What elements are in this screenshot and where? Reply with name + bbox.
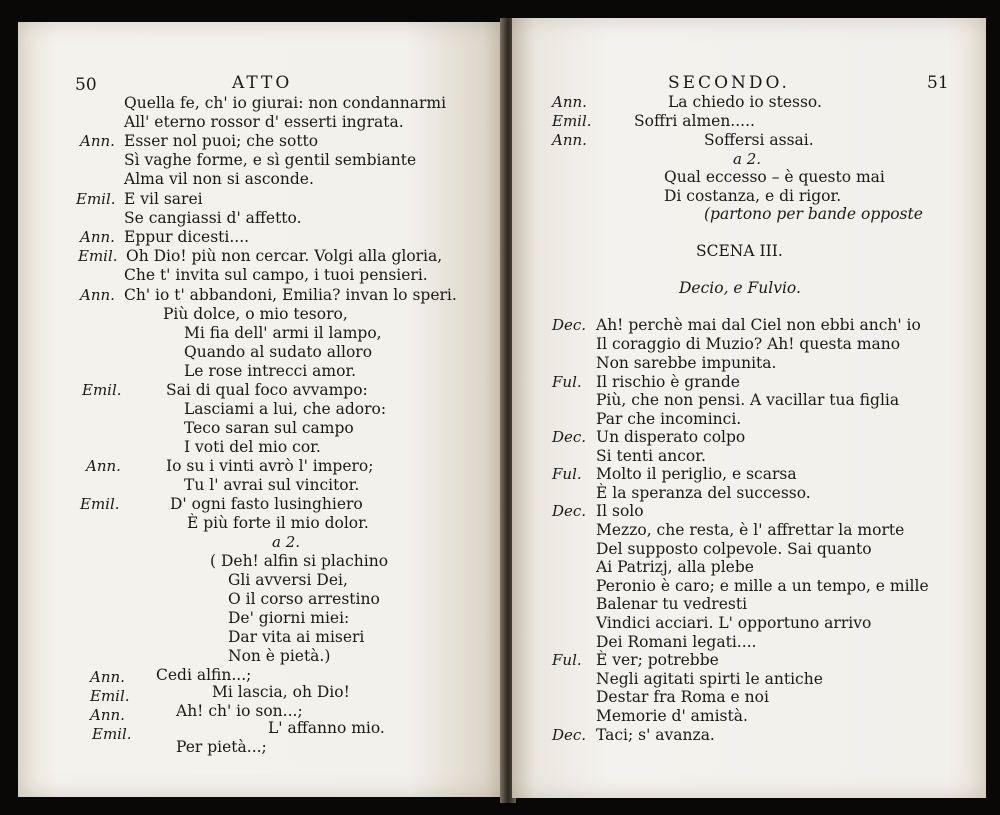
verse-line: Peronio è caro; e mille a un tempo, e mille xyxy=(596,577,929,595)
verse-line: I voti del mio cor. xyxy=(184,438,321,456)
speaker-label: Ann. xyxy=(552,93,587,111)
speaker-label: Emil. xyxy=(76,190,116,208)
verse-line: Teco saran sul campo xyxy=(184,419,354,437)
verse-line: Sai di qual foco avvampo: xyxy=(166,381,368,399)
verse-line: Del supposto colpevole. Sai quanto xyxy=(596,540,872,558)
speaker-label: Emil. xyxy=(90,687,130,705)
verse-line: Che t' invita sul campo, i tuoi pensieri. xyxy=(124,266,428,284)
a-due-marker: a 2. xyxy=(272,533,301,551)
speaker-label: Dec. xyxy=(552,316,587,334)
verse-line: Molto il periglio, e scarsa xyxy=(596,465,797,483)
verse-line: Di costanza, e di rigor. xyxy=(664,187,842,205)
verse-line: Più dolce, o mio tesoro, xyxy=(163,305,348,323)
verse-line: Cedi alfin...; xyxy=(156,666,252,684)
verse-line: Soffri almen..... xyxy=(634,112,755,130)
verse-line: De' giorni miei: xyxy=(228,609,350,627)
verse-line: Sì vaghe forme, e sì gentil sembiante xyxy=(124,151,417,169)
verse-line: Alma vil non si asconde. xyxy=(124,170,314,188)
speaker-label: Ann. xyxy=(80,228,115,246)
verse-line: Ah! ch' io son...; xyxy=(176,702,303,720)
verse-line: Eppur dicesti.... xyxy=(124,228,250,246)
verse-line: Un disperato colpo xyxy=(596,428,746,446)
verse-line: Dar vita ai miseri xyxy=(228,628,365,646)
verse-line: Mezzo, che resta, è l' affrettar la morte xyxy=(596,521,905,539)
verse-line: E vil sarei xyxy=(124,190,203,208)
verse-line: L' affanno mio. xyxy=(268,719,385,737)
verse-line: Memorie d' amistà. xyxy=(596,707,748,725)
verse-line: Più, che non pensi. A vacillar tua figlia xyxy=(596,391,900,409)
speaker-label: Ann. xyxy=(90,706,125,724)
verse-line: Vindici acciari. L' opportuno arrivo xyxy=(596,614,872,632)
running-header: ATTO xyxy=(232,73,293,93)
running-header: SECONDO. xyxy=(668,73,790,93)
verse-line: Negli agitati spirti le antiche xyxy=(596,670,823,688)
verse-line: Quando al sudato alloro xyxy=(184,343,373,361)
speaker-label: Ful. xyxy=(552,651,582,669)
verse-line: Il solo xyxy=(596,502,644,520)
speaker-label: Emil. xyxy=(78,247,118,265)
verse-line: Dei Romani legati.... xyxy=(596,633,757,651)
verse-line: Gli avversi Dei, xyxy=(228,571,348,589)
speaker-label: Ann. xyxy=(80,286,115,304)
verse-line: Par che incominci. xyxy=(596,410,742,428)
verse-line: Non sarebbe impunita. xyxy=(596,354,777,372)
verse-line: Qual eccesso – è questo mai xyxy=(664,168,885,186)
speaker-label: Emil. xyxy=(82,381,122,399)
verse-line: Mi fia dell' armi il lampo, xyxy=(184,324,382,342)
verse-line: Quella fe, ch' io giurai: non condannarmi xyxy=(124,94,447,112)
verse-line: Per pietà...; xyxy=(176,738,267,756)
speaker-label: Emil. xyxy=(552,112,592,130)
scene-heading: SCENA III. xyxy=(696,242,783,260)
verse-line: Il rischio è grande xyxy=(596,373,740,391)
verse-line: È ver; potrebbe xyxy=(596,651,719,669)
verse-line: Esser nol puoi; che sotto xyxy=(124,132,319,150)
page-number: 50 xyxy=(75,75,97,95)
speaker-label: Ann. xyxy=(86,457,121,475)
verse-line: ( Deh! alfin si plachino xyxy=(210,552,389,570)
speaker-label: Ful. xyxy=(552,465,582,483)
verse-line: Se cangiassi d' affetto. xyxy=(124,209,302,227)
verse-line: Ah! perchè mai dal Ciel non ebbi anch' io xyxy=(596,316,921,334)
verse-line: Soffersi assai. xyxy=(704,131,814,149)
verse-line: Mi lascia, oh Dio! xyxy=(212,683,350,701)
page-number: 51 xyxy=(927,73,949,93)
verse-line: Taci; s' avanza. xyxy=(596,726,715,744)
speaker-label: Dec. xyxy=(552,502,587,520)
verse-line: La chiedo io stesso. xyxy=(668,93,822,111)
verse-line: Non è pietà.) xyxy=(228,647,331,665)
verse-line: Oh Dio! più non cercar. Volgi alla gloria, xyxy=(126,247,443,265)
speaker-label: Ful. xyxy=(552,373,582,391)
verse-line: Il coraggio di Muzio? Ah! questa mano xyxy=(596,335,901,353)
speaker-label: Dec. xyxy=(552,428,587,446)
verse-line: Ai Patrizj, alla plebe xyxy=(596,558,754,576)
verse-line: All' eterno rossor d' esserti ingrata. xyxy=(124,113,404,131)
speaker-label: Ann. xyxy=(90,668,125,686)
verse-line: Io su i vinti avrò l' impero; xyxy=(166,457,374,475)
a-due-marker: a 2. xyxy=(733,150,762,168)
verse-line: Si tenti ancor. xyxy=(596,447,706,465)
verse-line: O il corso arrestino xyxy=(228,590,380,608)
verse-line: Tu l' avrai sul vincitor. xyxy=(184,476,360,494)
speaker-label: Ann. xyxy=(80,132,115,150)
verse-line: È più forte il mio dolor. xyxy=(187,514,369,532)
speaker-label: Dec. xyxy=(552,726,587,744)
scene-characters: Decio, e Fulvio. xyxy=(679,279,801,297)
verse-line: Le rose intrecci amor. xyxy=(184,362,357,380)
verse-line: Balenar tu vedresti xyxy=(596,595,748,613)
verse-line: D' ogni fasto lusinghiero xyxy=(170,495,363,513)
verse-line: Ch' io t' abbandoni, Emilia? invan lo speri. xyxy=(124,286,457,304)
verse-line: Lasciami a lui, che adoro: xyxy=(184,400,387,418)
verse-line: È la speranza del successo. xyxy=(596,484,811,502)
speaker-label: Emil. xyxy=(80,495,120,513)
speaker-label: Ann. xyxy=(552,131,587,149)
verse-line: Destar fra Roma e noi xyxy=(596,688,769,706)
speaker-label: Emil. xyxy=(92,725,132,743)
stage-direction: (partono per bande opposte xyxy=(704,205,923,223)
